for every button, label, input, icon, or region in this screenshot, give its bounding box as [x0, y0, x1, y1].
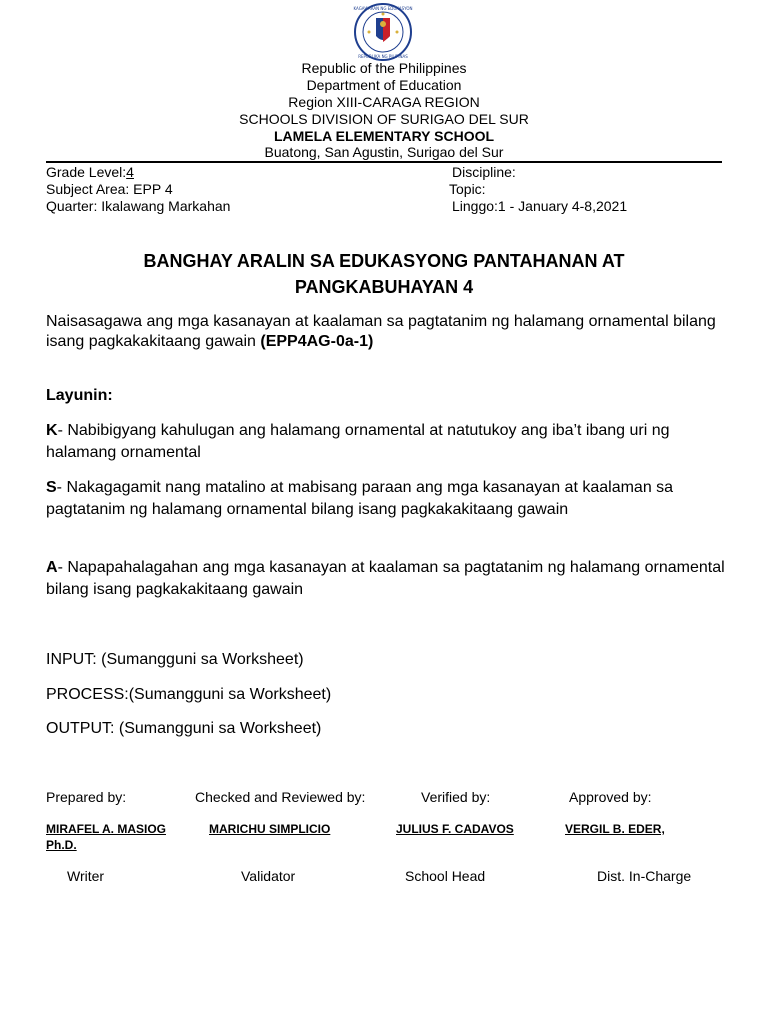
- grade-level-label: Grade Level:: [46, 164, 127, 180]
- header-address: Buatong, San Agustin, Surigao del Sur: [264, 144, 504, 160]
- discipline: Discipline:: [452, 164, 516, 180]
- header-school: LAMELA ELEMENTARY SCHOOL: [273, 128, 495, 144]
- objective-k-letter: K: [46, 422, 58, 439]
- school-head-role: School Head: [405, 868, 486, 884]
- objective-a-text: - Napapahalagahan ang mga kasanayan at kaalaman sa pagtatanim ng halamang ornamental bilang isang pagkakakitaang gawain: [46, 559, 725, 598]
- in-charge-role: Dist. In-Charge: [597, 868, 692, 884]
- document-title-line-1: BANGHAY ARALIN SA EDUKASYONG PANTAHANAN AT: [143, 251, 625, 271]
- verified-by-label: Verified by:: [421, 789, 491, 805]
- validator-role: Validator: [241, 868, 296, 884]
- svg-text:KAGAWARAN NG EDUKASYON: KAGAWARAN NG EDUKASYON: [353, 6, 413, 11]
- objective-k: [46, 420, 726, 464]
- procedure-process: PROCESS:(Sumangguni sa Worksheet): [46, 686, 332, 703]
- header-divider: [46, 161, 722, 163]
- competency-code: (EPP4AG-0a-1): [260, 333, 374, 350]
- school-head-name: JULIUS F. CADAVOS: [396, 822, 514, 836]
- subject-area: Subject Area: EPP 4: [46, 181, 173, 197]
- learning-competency: [46, 312, 726, 352]
- writer-suffix: Ph.D.: [46, 838, 77, 852]
- grade-level: [46, 164, 134, 180]
- approved-by-label: Approved by:: [569, 789, 652, 805]
- grade-level-value: 4: [126, 164, 134, 180]
- quarter: Quarter: Ikalawang Markahan: [46, 198, 231, 214]
- validator-name: MARICHU SIMPLICIO: [209, 822, 331, 836]
- objective-s-letter: S: [46, 479, 57, 496]
- prepared-by-label: Prepared by:: [46, 789, 127, 805]
- header-department: Department of Education: [306, 77, 462, 93]
- objective-s-text: - Nakagagamit nang matalino at mabisang paraan ang mga kasanayan at kaalaman sa pagtatanim ng halamang ornamental bilang isang pagkakakitaang gawain: [46, 479, 674, 518]
- week: Linggo:1 - January 4-8,2021: [452, 198, 628, 214]
- deped-seal-logo: [346, 2, 420, 62]
- objective-k-text: - Nabibigyang kahulugan ang halamang ornamental at natutukoy ang iba’t ibang uri ng halamang ornamental: [46, 422, 670, 461]
- topic: Topic:: [449, 181, 486, 197]
- procedure-input: INPUT: (Sumangguni sa Worksheet): [46, 651, 304, 668]
- header-division: SCHOOLS DIVISION OF SURIGAO DEL SUR: [239, 111, 529, 127]
- objective-s: [46, 477, 686, 521]
- svg-text:REPUBLIKA NG PILIPINAS: REPUBLIKA NG PILIPINAS: [358, 54, 408, 59]
- competency-text: Naisasagawa ang mga kasanayan at kaalaman sa pagtatanim ng halamang ornamental bilang isang pagkakakitaang gawain: [46, 313, 716, 350]
- header-country: Republic of the Philippines: [301, 60, 467, 76]
- checked-by-label: Checked and Reviewed by:: [195, 789, 366, 805]
- writer-name: MIRAFEL A. MASIOG: [46, 822, 166, 836]
- objectives-heading: Layunin:: [46, 387, 113, 404]
- objective-a: [46, 557, 726, 601]
- writer-role: Writer: [67, 868, 105, 884]
- document-title-line-2: PANGKABUHAYAN 4: [294, 277, 474, 297]
- objective-a-letter: A: [46, 559, 58, 576]
- header-region: Region XIII-CARAGA REGION: [288, 94, 480, 110]
- in-charge-name: VERGIL B. EDER,: [565, 822, 665, 836]
- procedure-output: OUTPUT: (Sumangguni sa Worksheet): [46, 720, 322, 737]
